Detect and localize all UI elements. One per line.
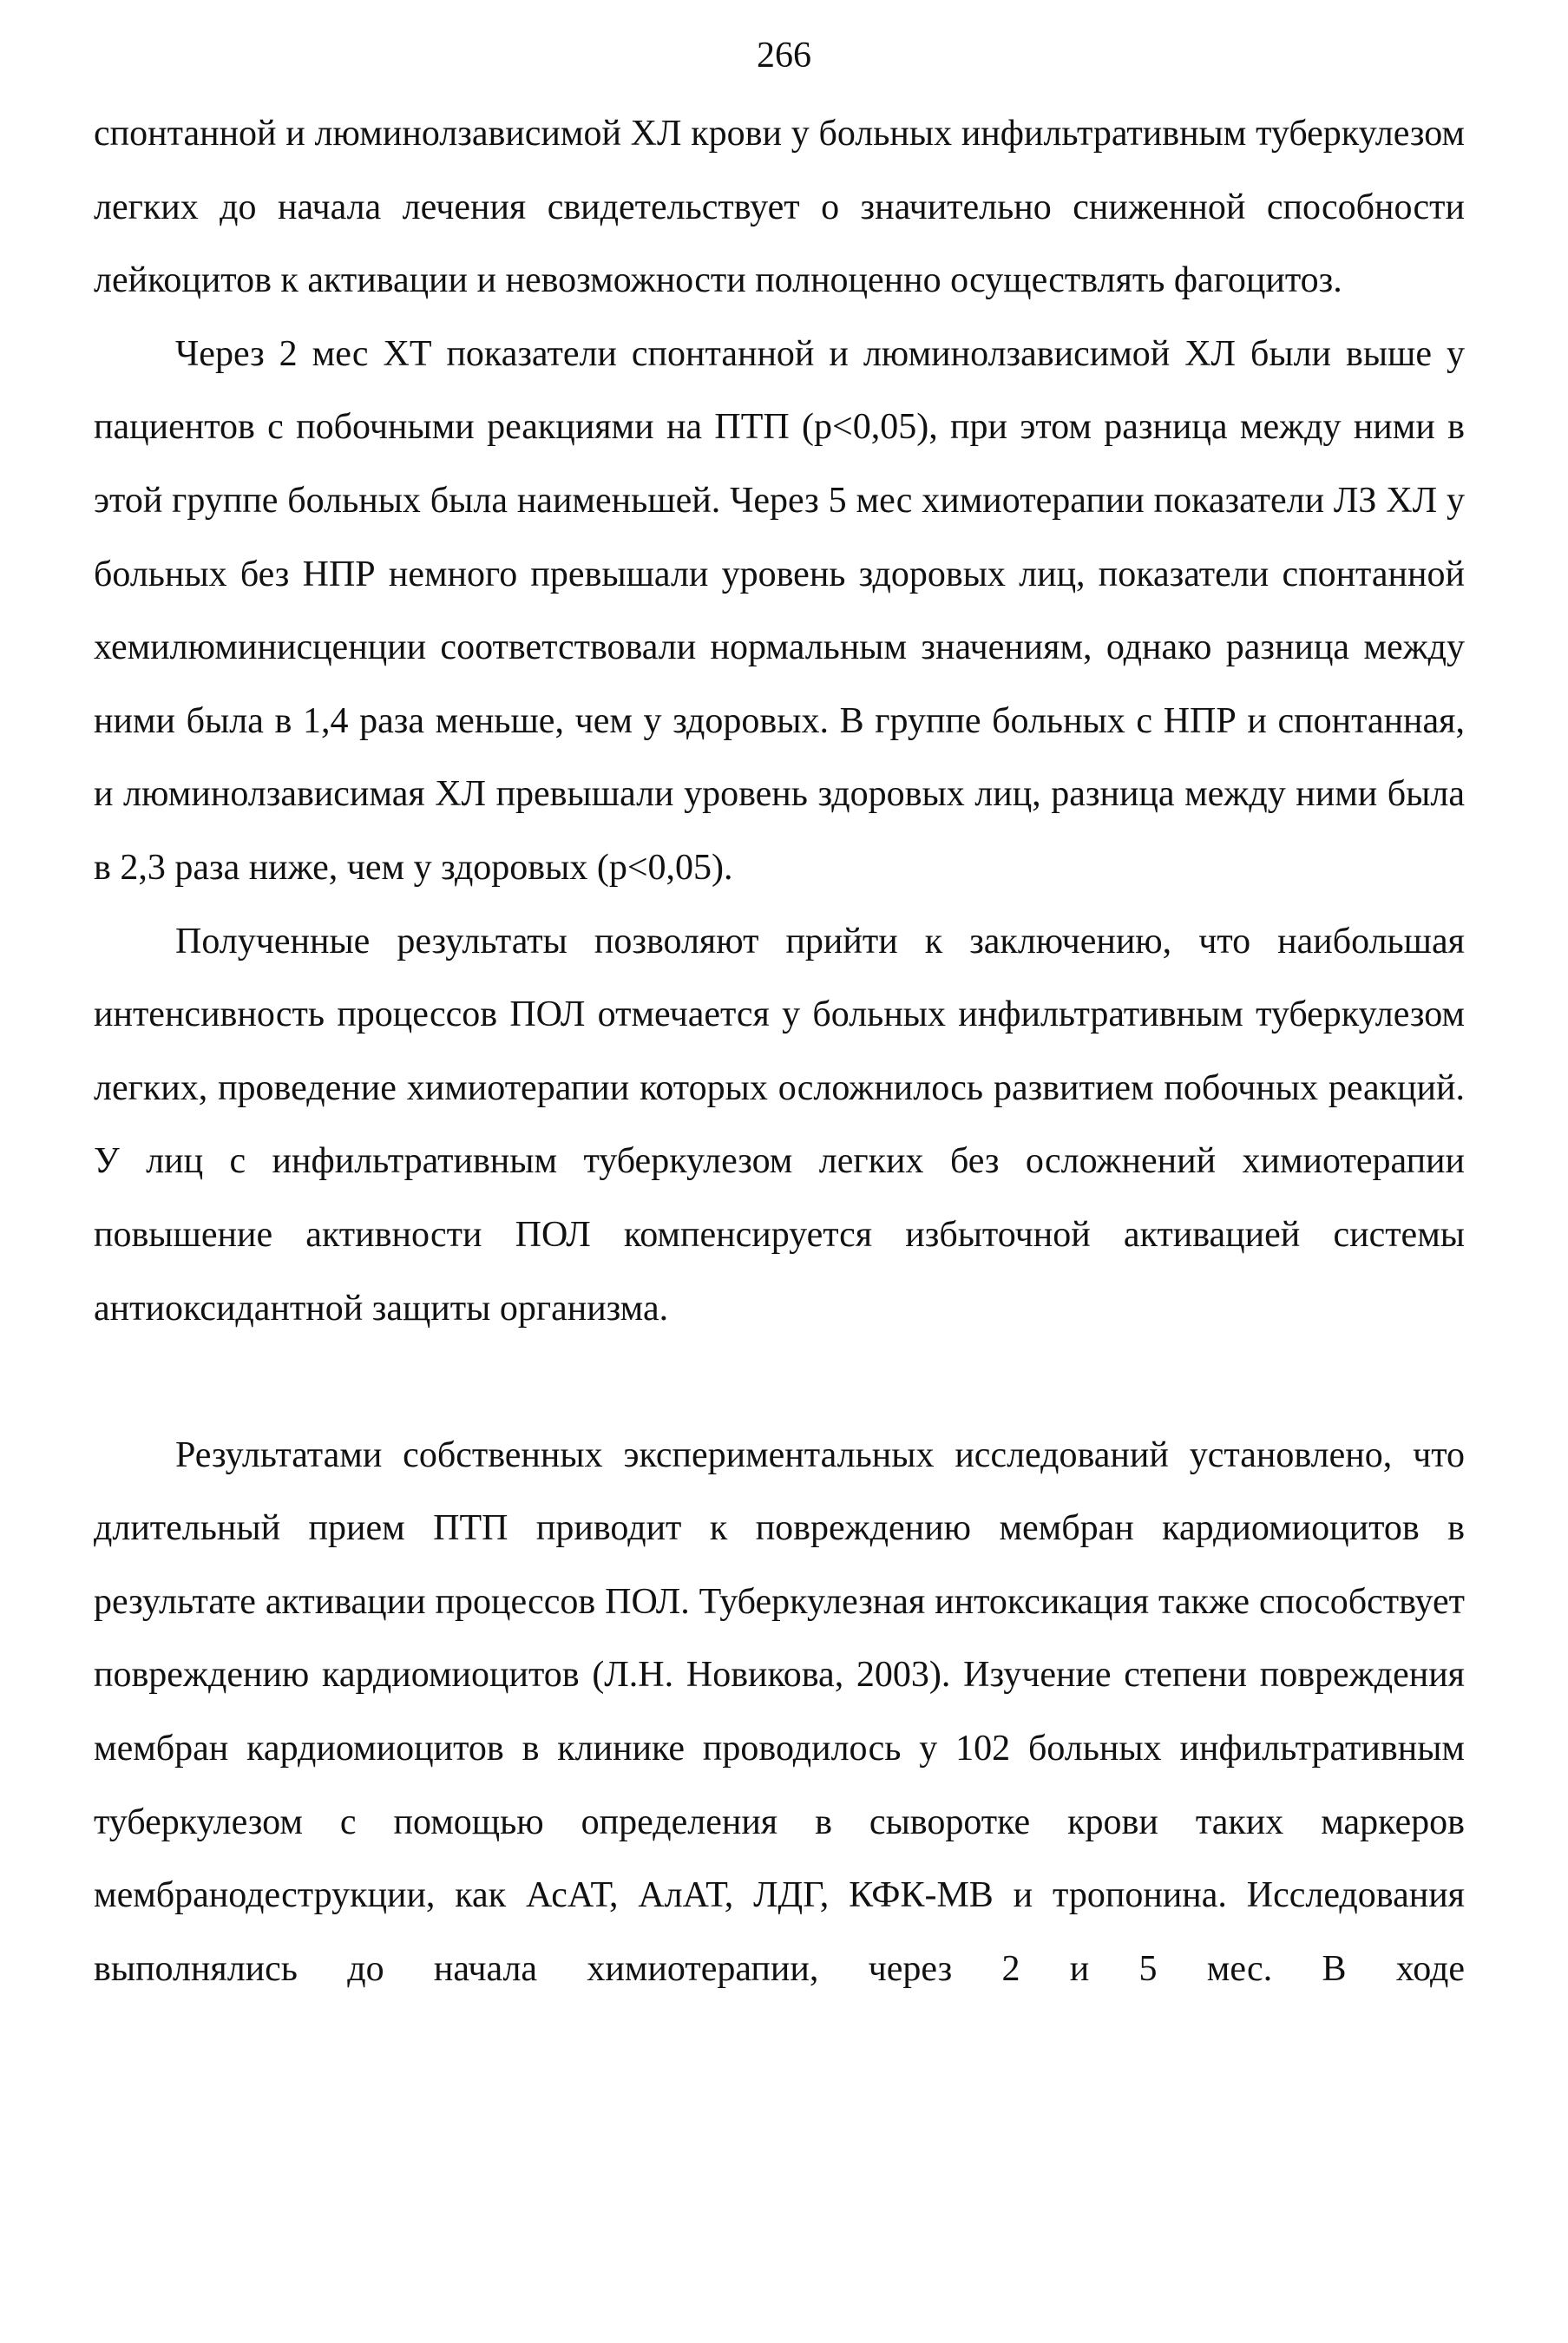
paragraph-2: Через 2 мес ХТ показатели спонтанной и люминолзависимой ХЛ были выше у пациентов с побочными реакциями на ПТП (р<0,05), при этом разница между ними в этой группе больных была наименьшей. Через 5 мес химиотерапии показатели ЛЗ ХЛ у больных без НПР немного превышали уровень здоровых лиц, показатели спонтанной хемилюминисценции соответствовали нормальным значениям, однако разница между ними была в 1,4 раза меньше, чем у здоровых. В группе больных с НПР и спонтанная, и люминолзависимая ХЛ превышали уровень здоровых лиц, разница между ними была в 2,3 раза ниже, чем у здоровых (р<0,05). <box>94 333 1465 888</box>
paragraph-3: Полученные результаты позволяют прийти к заключению, что наибольшая интенсивность процессов ПОЛ отмечается у больных инфильтративным туберкулезом легких, проведение химиотерапии которых осложнилось развитием побочных реакций. У лиц с инфильтративным туберкулезом легких без осложнений химиотерапии повышение активности ПОЛ компенсируется избыточной активацией системы антиоксидантной защиты организма. <box>94 921 1465 1329</box>
body-text <box>94 97 1465 2005</box>
paragraph-spacer <box>94 1345 1465 1419</box>
page-number: 266 <box>757 36 811 75</box>
paragraph-4: Результатами собственных экспериментальных исследований установлено, что длительный прием ПТП приводит к повреждению мембран кардиомиоцитов в результате активации процессов ПОЛ. Туберкулезная интоксикация также способствует повреждению кардиомиоцитов (Л.Н. Новикова, 2003). Изучение степени повреждения мембран кардиомиоцитов в клинике проводилось у 102 больных инфильтративным туберкулезом с помощью определения в сыворотке крови таких маркеров мембранодеструкции, как АсАТ, АлАТ, ЛДГ, КФК-МВ и тропонина. Исследования выполнялись до начала химиотерапии, через 2 и 5 мес. В ходе <box>94 1434 1465 1989</box>
paragraph-1: спонтанной и люминолзависимой ХЛ крови у больных инфильтративным туберкулезом легких до начала лечения свидетельствует о значительно сниженной способности лейкоцитов к активации и невозможности полноценно осуществлять фагоцитоз. <box>94 114 1465 301</box>
